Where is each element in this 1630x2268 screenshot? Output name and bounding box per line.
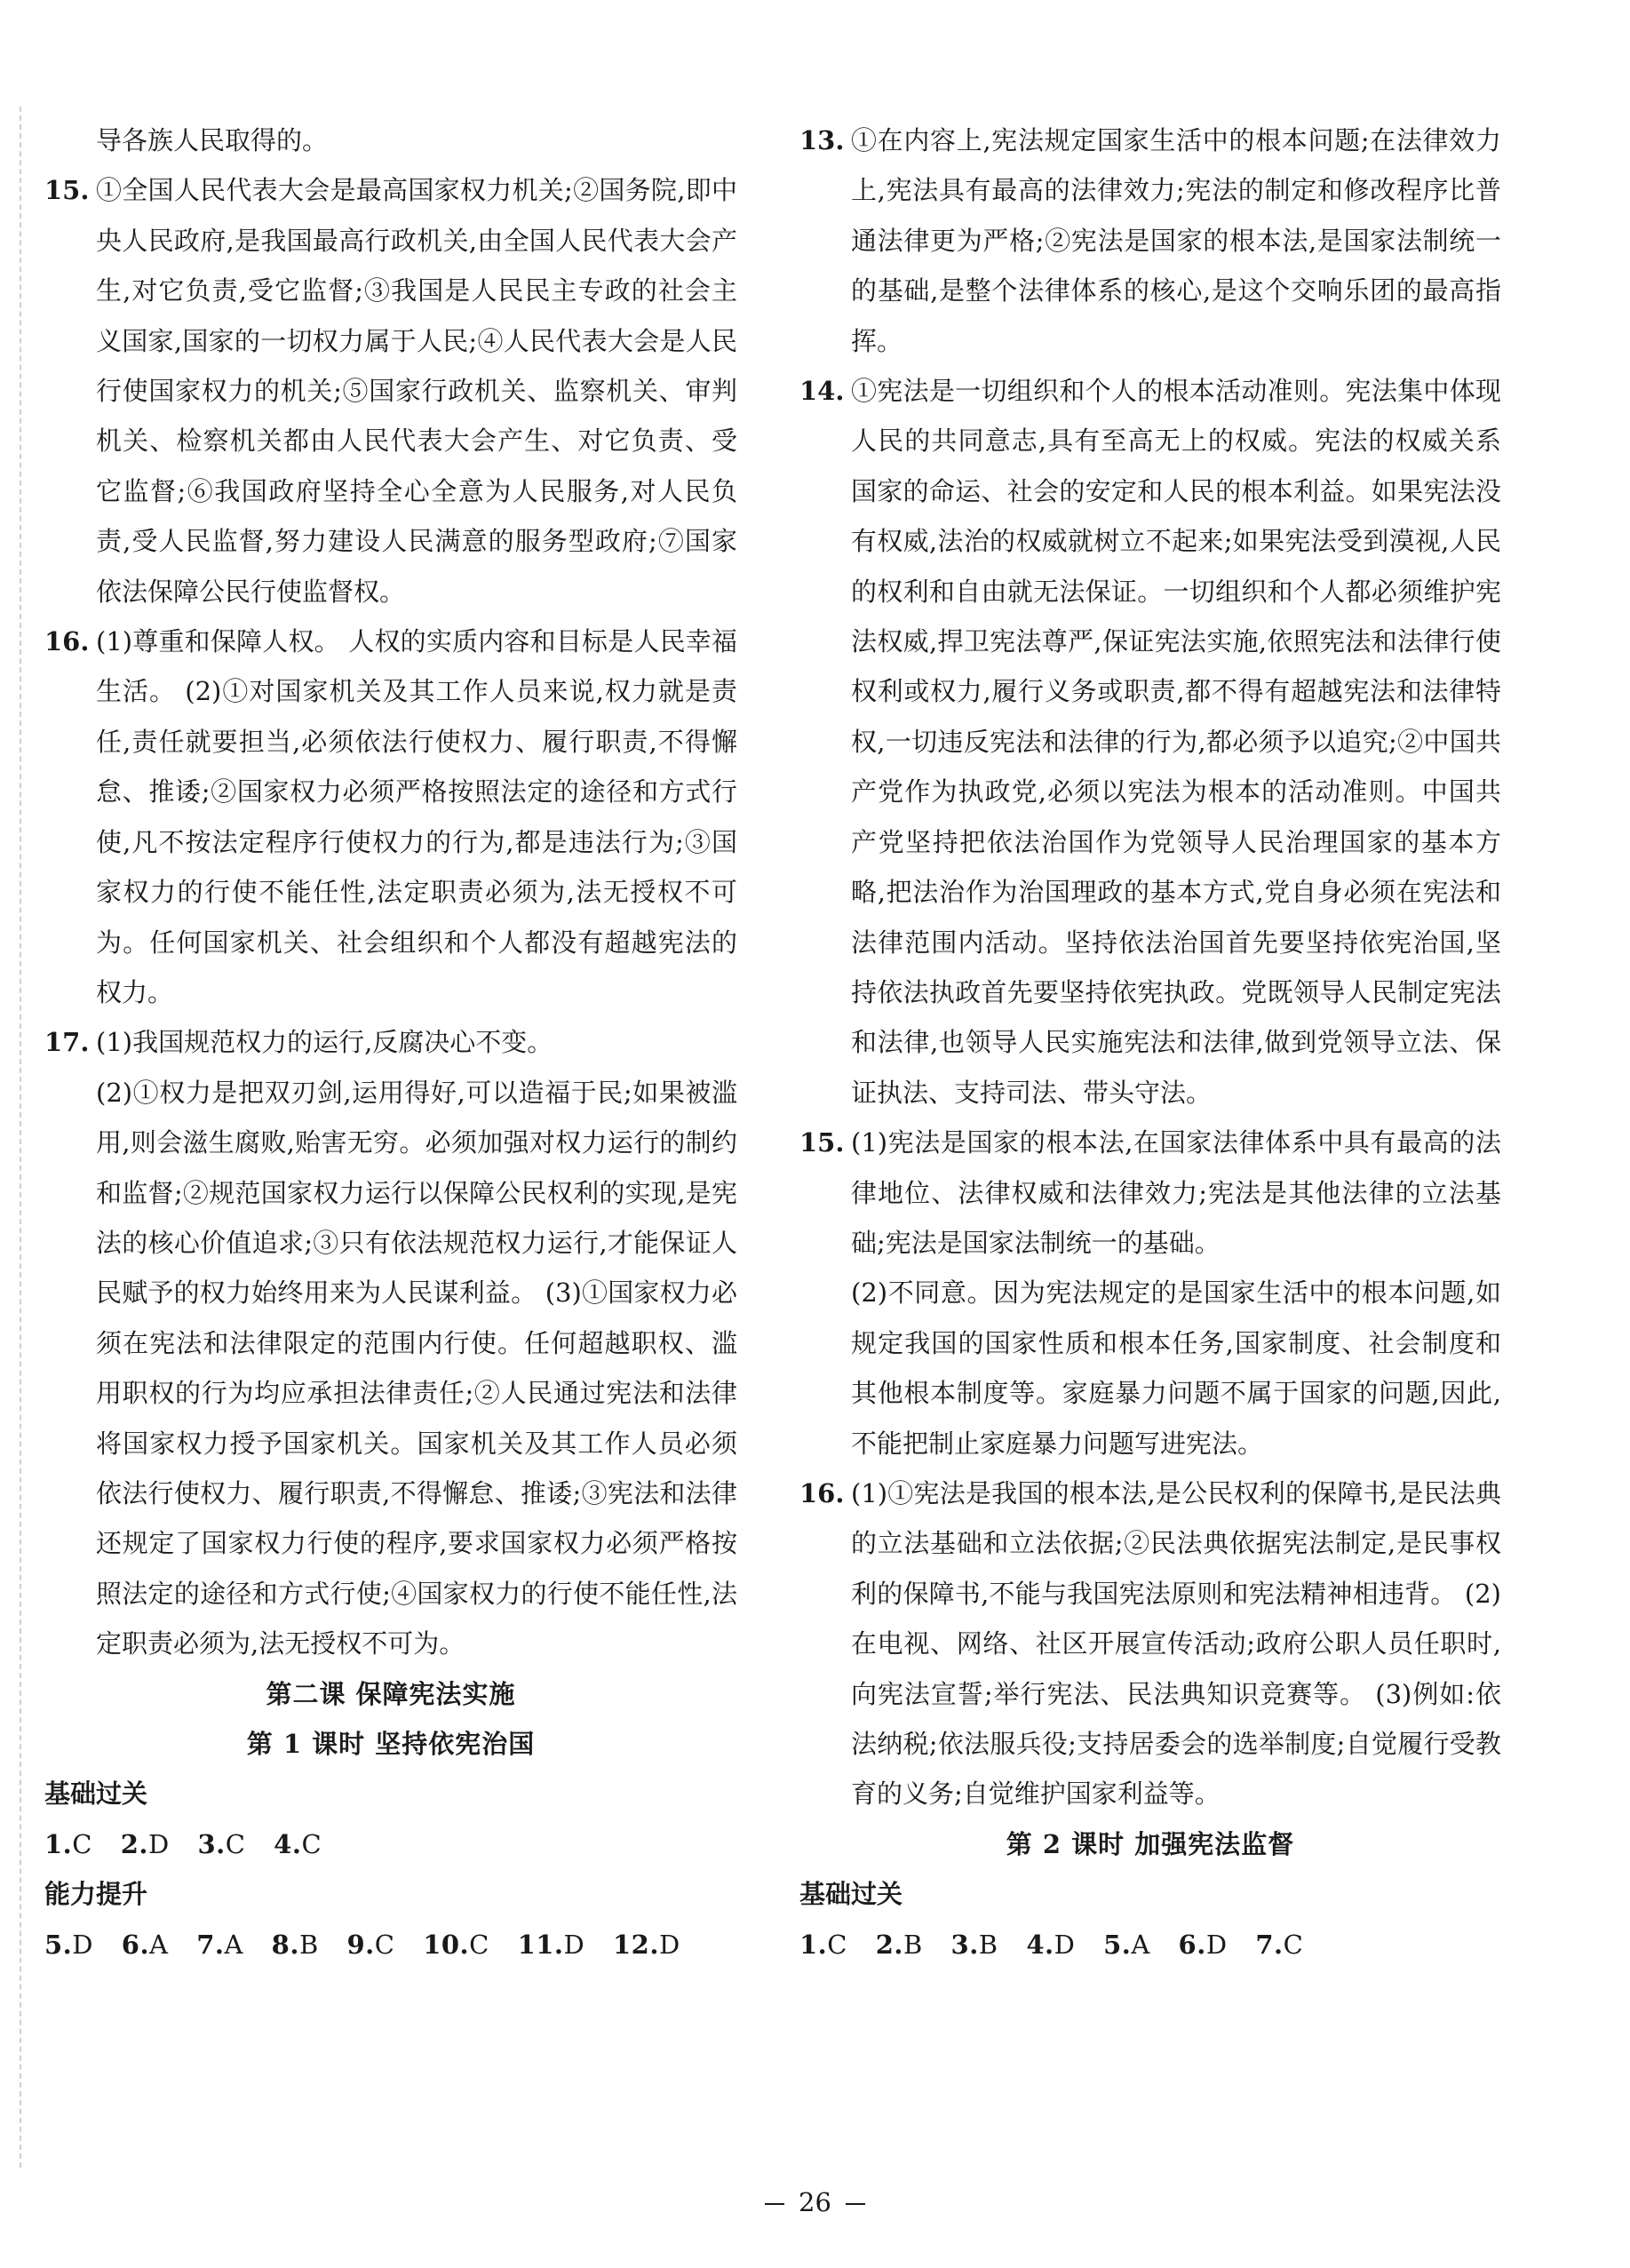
ability-answer-row bbox=[44, 1920, 737, 1970]
answer-item-16-right bbox=[799, 1468, 1501, 1819]
item-number: 16. bbox=[44, 626, 90, 657]
item-text: (1)宪法是国家的根本法,在国家法律体系中具有最高的法律地位、法律权威和法律效力;宪法是其他法律的立法基础;宪法是国家法制统一的基础。 bbox=[851, 1127, 1501, 1258]
answer-choice: 3.C bbox=[197, 1828, 246, 1859]
answer-choice: 1.C bbox=[44, 1828, 92, 1859]
answer-item-14 bbox=[799, 366, 1501, 1118]
answer-choice: 2.D bbox=[120, 1828, 170, 1859]
answer-choice: 2.B bbox=[875, 1929, 923, 1960]
item-text: (1)尊重和保障人权。 人权的实质内容和目标是人民幸福生活。 (2)①对国家机关及其工作人员来说,权力就是责任,责任就要担当,必须依法行使权力、履行职责,不得懈怠、推诿;②国家权力必须严格按照法定的途径和方式行使,凡不按法定程序行使权力的行为,都是违法行为;③国家权力的行使不能任性,法定职责必须为,法无授权不可为。任何国家机关、社会组织和个人都没有超越宪法的权力。 bbox=[96, 626, 737, 1007]
item-text: (1)我国规范权力的运行,反腐决心不变。 bbox=[96, 1027, 553, 1058]
answer-choice: 10.C bbox=[423, 1929, 489, 1960]
answer-choice: 5.D bbox=[44, 1929, 94, 1960]
answer-choice: 7.A bbox=[196, 1929, 243, 1960]
left-column bbox=[44, 115, 737, 1970]
answer-choice: 4.C bbox=[274, 1828, 322, 1859]
item-text: ①在内容上,宪法规定国家生活中的根本问题;在法律效力上,宪法具有最高的法律效力;宪法的制定和修改程序比普通法律更为严格;②宪法是国家的根本法,是国家法制统一的基础,是整个法律体系的核心,是这个交响乐团的最高指挥。 bbox=[851, 125, 1501, 356]
period-title: 第 1 课时 坚持依宪治国 bbox=[246, 1729, 536, 1759]
answer-choice: 4.D bbox=[1026, 1929, 1076, 1960]
basic-answer-row bbox=[799, 1920, 1501, 1970]
item-number: 14. bbox=[799, 376, 845, 407]
answer-choice: 8.B bbox=[271, 1929, 319, 1960]
answer-choice: 6.A bbox=[121, 1929, 169, 1960]
answer-item-15 bbox=[44, 165, 737, 617]
lesson-title: 第二课 保障宪法实施 bbox=[266, 1678, 516, 1709]
footer-dash-left bbox=[765, 2203, 784, 2205]
answer-item-13 bbox=[799, 115, 1501, 366]
answer-choice: 5.A bbox=[1103, 1929, 1150, 1960]
answer-choice: 6.D bbox=[1178, 1929, 1228, 1960]
section-ability: 能力提升 bbox=[44, 1879, 148, 1910]
answer-choice: 7.C bbox=[1255, 1929, 1304, 1960]
item-text: ①宪法是一切组织和个人的根本活动准则。宪法集中体现人民的共同意志,具有至高无上的权威。宪法的权威关系国家的命运、社会的安定和人民的根本利益。如果宪法没有权威,法治的权威就树立不起来;如果宪法受到漠视,人民的权利和自由就无法保证。一切组织和个人都必须维护宪法权威,捍卫宪法尊严,保证宪法实施,依照宪法和法律行使权利或权力,履行义务或职责,都不得有超越宪法和法律特权,一切违反宪法和法律的行为,都必须予以追究;②中国共产党作为执政党,必须以宪法为根本的活动准则。中国共产党坚持把依法治国作为党领导人民治理国家的基本方略,把法治作为治国理政的基本方式,党自身必须在宪法和法律范围内活动。坚持依法治国首先要坚持依宪治国,坚持依法执政首先要坚持依宪执政。党既领导人民制定宪法和法律,也领导人民实施宪法和法律,做到党领导立法、保证执法、支持司法、带头守法。 bbox=[851, 376, 1501, 1108]
answer-choice: 9.C bbox=[346, 1929, 395, 1960]
footer-dash-right bbox=[846, 2203, 865, 2205]
item-text: (1)①宪法是我国的根本法,是公民权利的保障书,是民法典的立法基础和立法依据;②民法典依据宪法制定,是民事权利的保障书,不能与我国宪法原则和宪法精神相违背。 (2)在电视、网络、社区开展宣传活动;政府公职人员任职时,向宪法宣誓;举行宪法、民法典知识竞赛等。 (3)例如:依法纳税;依法服兵役;支持居委会的选举制度;自觉履行受教育的义务;自觉维护国家利益等。 bbox=[851, 1477, 1501, 1810]
continued-answer: 导各族人民取得的。 bbox=[96, 125, 329, 155]
item-subtext: (2)不同意。因为宪法规定的是国家生活中的根本问题,如规定我国的国家性质和根本任务,国家制度、社会制度和其他根本制度等。家庭暴力问题不属于国家的问题,因此,不能把制止家庭暴力问题写进宪法。 bbox=[851, 1277, 1501, 1459]
page-number: 26 bbox=[799, 2187, 831, 2217]
right-column bbox=[799, 115, 1501, 1970]
answer-choice: 3.B bbox=[950, 1929, 998, 1960]
answer-choice: 1.C bbox=[799, 1929, 847, 1960]
page-footer bbox=[0, 2187, 1630, 2217]
item-number: 17. bbox=[44, 1027, 90, 1058]
item-number: 16. bbox=[799, 1477, 845, 1508]
answer-item-17 bbox=[44, 1017, 737, 1668]
answer-item-15-right bbox=[799, 1118, 1501, 1468]
period-title: 第 2 课时 加强宪法监督 bbox=[1006, 1828, 1295, 1859]
answer-choice: 11.D bbox=[517, 1929, 585, 1960]
answer-choice: 12.D bbox=[613, 1929, 680, 1960]
basic-answer-row bbox=[44, 1819, 737, 1869]
item-subtext: (2)①权力是把双刃剑,运用得好,可以造福于民;如果被滥用,则会滋生腐败,贻害无穷。必须加强对权力运行的制约和监督;②规范国家权力运行以保障公民权利的实现,是宪法的核心价值追求;③只有依法规范权力运行,才能保证人民赋予的权力始终用来为人民谋利益。 (3)①国家权力必须在宪法和法律限定的范围内行使。任何超越职权、滥用职权的行为均应承担法律责任;②人民通过宪法和法律将国家权力授予国家机关。国家机关及其工作人员必须依法行使权力、履行职责,不得懈怠、推诿;③宪法和法律还规定了国家权力行使的程序,要求国家权力必须严格按照法定的途径和方式行使;④国家权力的行使不能任性,法定职责必须为,法无授权不可为。 bbox=[96, 1077, 737, 1659]
section-basic: 基础过关 bbox=[799, 1879, 903, 1910]
binding-edge-line bbox=[20, 107, 21, 2168]
item-number: 13. bbox=[799, 125, 845, 155]
item-number: 15. bbox=[44, 175, 90, 206]
item-text: ①全国人民代表大会是最高国家权力机关;②国务院,即中央人民政府,是我国最高行政机关,由全国人民代表大会产生,对它负责,受它监督;③我国是人民民主专政的社会主义国家,国家的一切权力属于人民;④人民代表大会是人民行使国家权力的机关;⑤国家行政机关、监察机关、审判机关、检察机关都由人民代表大会产生、对它负责、受它监督;⑥我国政府坚持全心全意为人民服务,对人民负责,受人民监督,努力建设人民满意的服务型政府;⑦国家依法保障公民行使监督权。 bbox=[96, 175, 737, 607]
answer-item-16 bbox=[44, 617, 737, 1017]
item-number: 15. bbox=[799, 1127, 845, 1158]
section-basic: 基础过关 bbox=[44, 1779, 148, 1810]
